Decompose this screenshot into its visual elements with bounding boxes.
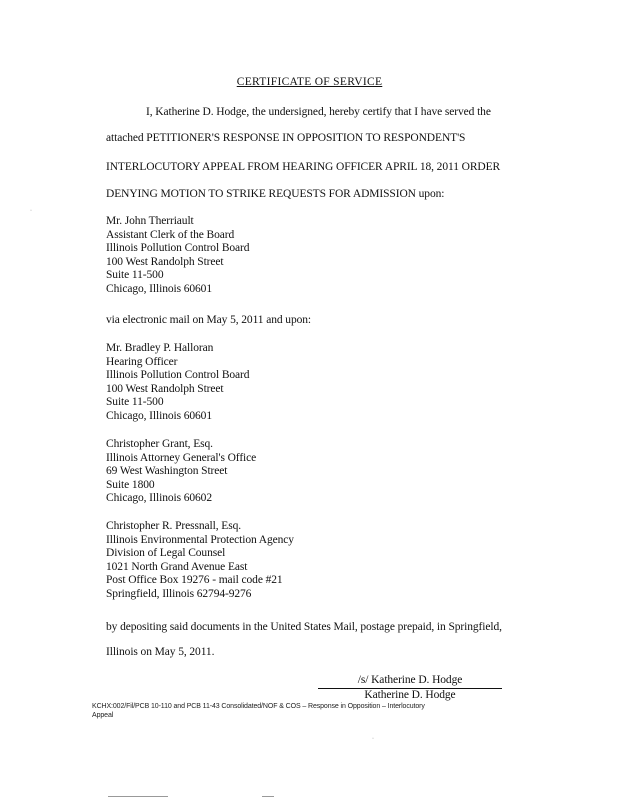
footer-line-2: Appeal — [92, 712, 114, 719]
address-line: Mr. Bradley P. Halloran — [106, 342, 214, 354]
signer-name: Katherine D. Hodge — [364, 688, 456, 701]
address-line: Springfield, Illinois 62794-9276 — [106, 587, 252, 600]
intro-line-3: INTERLOCUTORY APPEAL FROM HEARING OFFICER APRIL 18, 2011 ORDER — [106, 161, 501, 173]
scan-edge-mark — [108, 796, 168, 797]
document-footer — [92, 702, 532, 720]
address-line: Assistant Clerk of the Board — [106, 228, 235, 241]
address-line: Christopher R. Pressnall, Esq. — [106, 520, 241, 532]
intro-line-4: DENYING MOTION TO STRIKE REQUESTS FOR ADMISSION upon: — [106, 188, 445, 200]
recipient-address-clerk — [106, 215, 249, 297]
address-line: Suite 11-500 — [106, 269, 164, 282]
electronic-signature: /s/ Katherine D. Hodge — [318, 674, 502, 689]
address-line: Christopher Grant, Esq. — [106, 438, 213, 450]
deposit-statement-line-1: by depositing said documents in the United States Mail, postage prepaid, in Springfield, — [106, 621, 502, 633]
scan-edge-mark — [262, 796, 274, 797]
document-title: CERTIFICATE OF SERVICE — [236, 76, 383, 88]
footer-line-1: KCHX:002/Fil/PCB 10-110 and PCB 11-43 Consolidated/NOF & COS – Response in Opposition – Interlocutory — [92, 703, 425, 710]
address-line: Chicago, Illinois 60602 — [106, 492, 212, 505]
address-line: Chicago, Illinois 60601 — [106, 282, 212, 295]
address-line: 1021 North Grand Avenue East — [106, 560, 248, 573]
address-line: Chicago, Illinois 60601 — [106, 409, 212, 422]
deposit-statement-line-2: Illinois on May 5, 2011. — [106, 646, 215, 658]
address-line: Hearing Officer — [106, 355, 178, 368]
address-line: Suite 1800 — [106, 478, 155, 491]
address-line: 69 West Washington Street — [106, 465, 228, 478]
address-line: Post Office Box 19276 - mail code #21 — [106, 574, 283, 587]
address-line: 100 West Randolph Street — [106, 255, 224, 268]
recipient-address-attorney-general — [106, 438, 256, 506]
signature-block — [318, 674, 502, 702]
intro-line-1: I, Katherine D. Hodge, the undersigned, hereby certify that I have served the — [146, 106, 491, 118]
address-line: Suite 11-500 — [106, 396, 164, 409]
recipient-address-hearing-officer — [106, 342, 249, 424]
address-line: Mr. John Therriault — [106, 215, 194, 227]
address-line: Illinois Attorney General's Office — [106, 451, 257, 464]
recipient-address-epa — [106, 520, 294, 602]
intro-line-2: attached PETITIONER'S RESPONSE IN OPPOSITION TO RESPONDENT'S — [106, 132, 466, 144]
scan-speck: · — [372, 736, 374, 742]
via-electronic-mail-line: via electronic mail on May 5, 2011 and upon: — [106, 314, 311, 326]
address-line: Illinois Pollution Control Board — [106, 369, 250, 382]
address-line: Illinois Pollution Control Board — [106, 242, 250, 255]
address-line: 100 West Randolph Street — [106, 382, 224, 395]
address-line: Division of Legal Counsel — [106, 547, 226, 560]
scan-speck: · — [30, 208, 32, 214]
address-line: Illinois Environmental Protection Agency — [106, 533, 294, 546]
